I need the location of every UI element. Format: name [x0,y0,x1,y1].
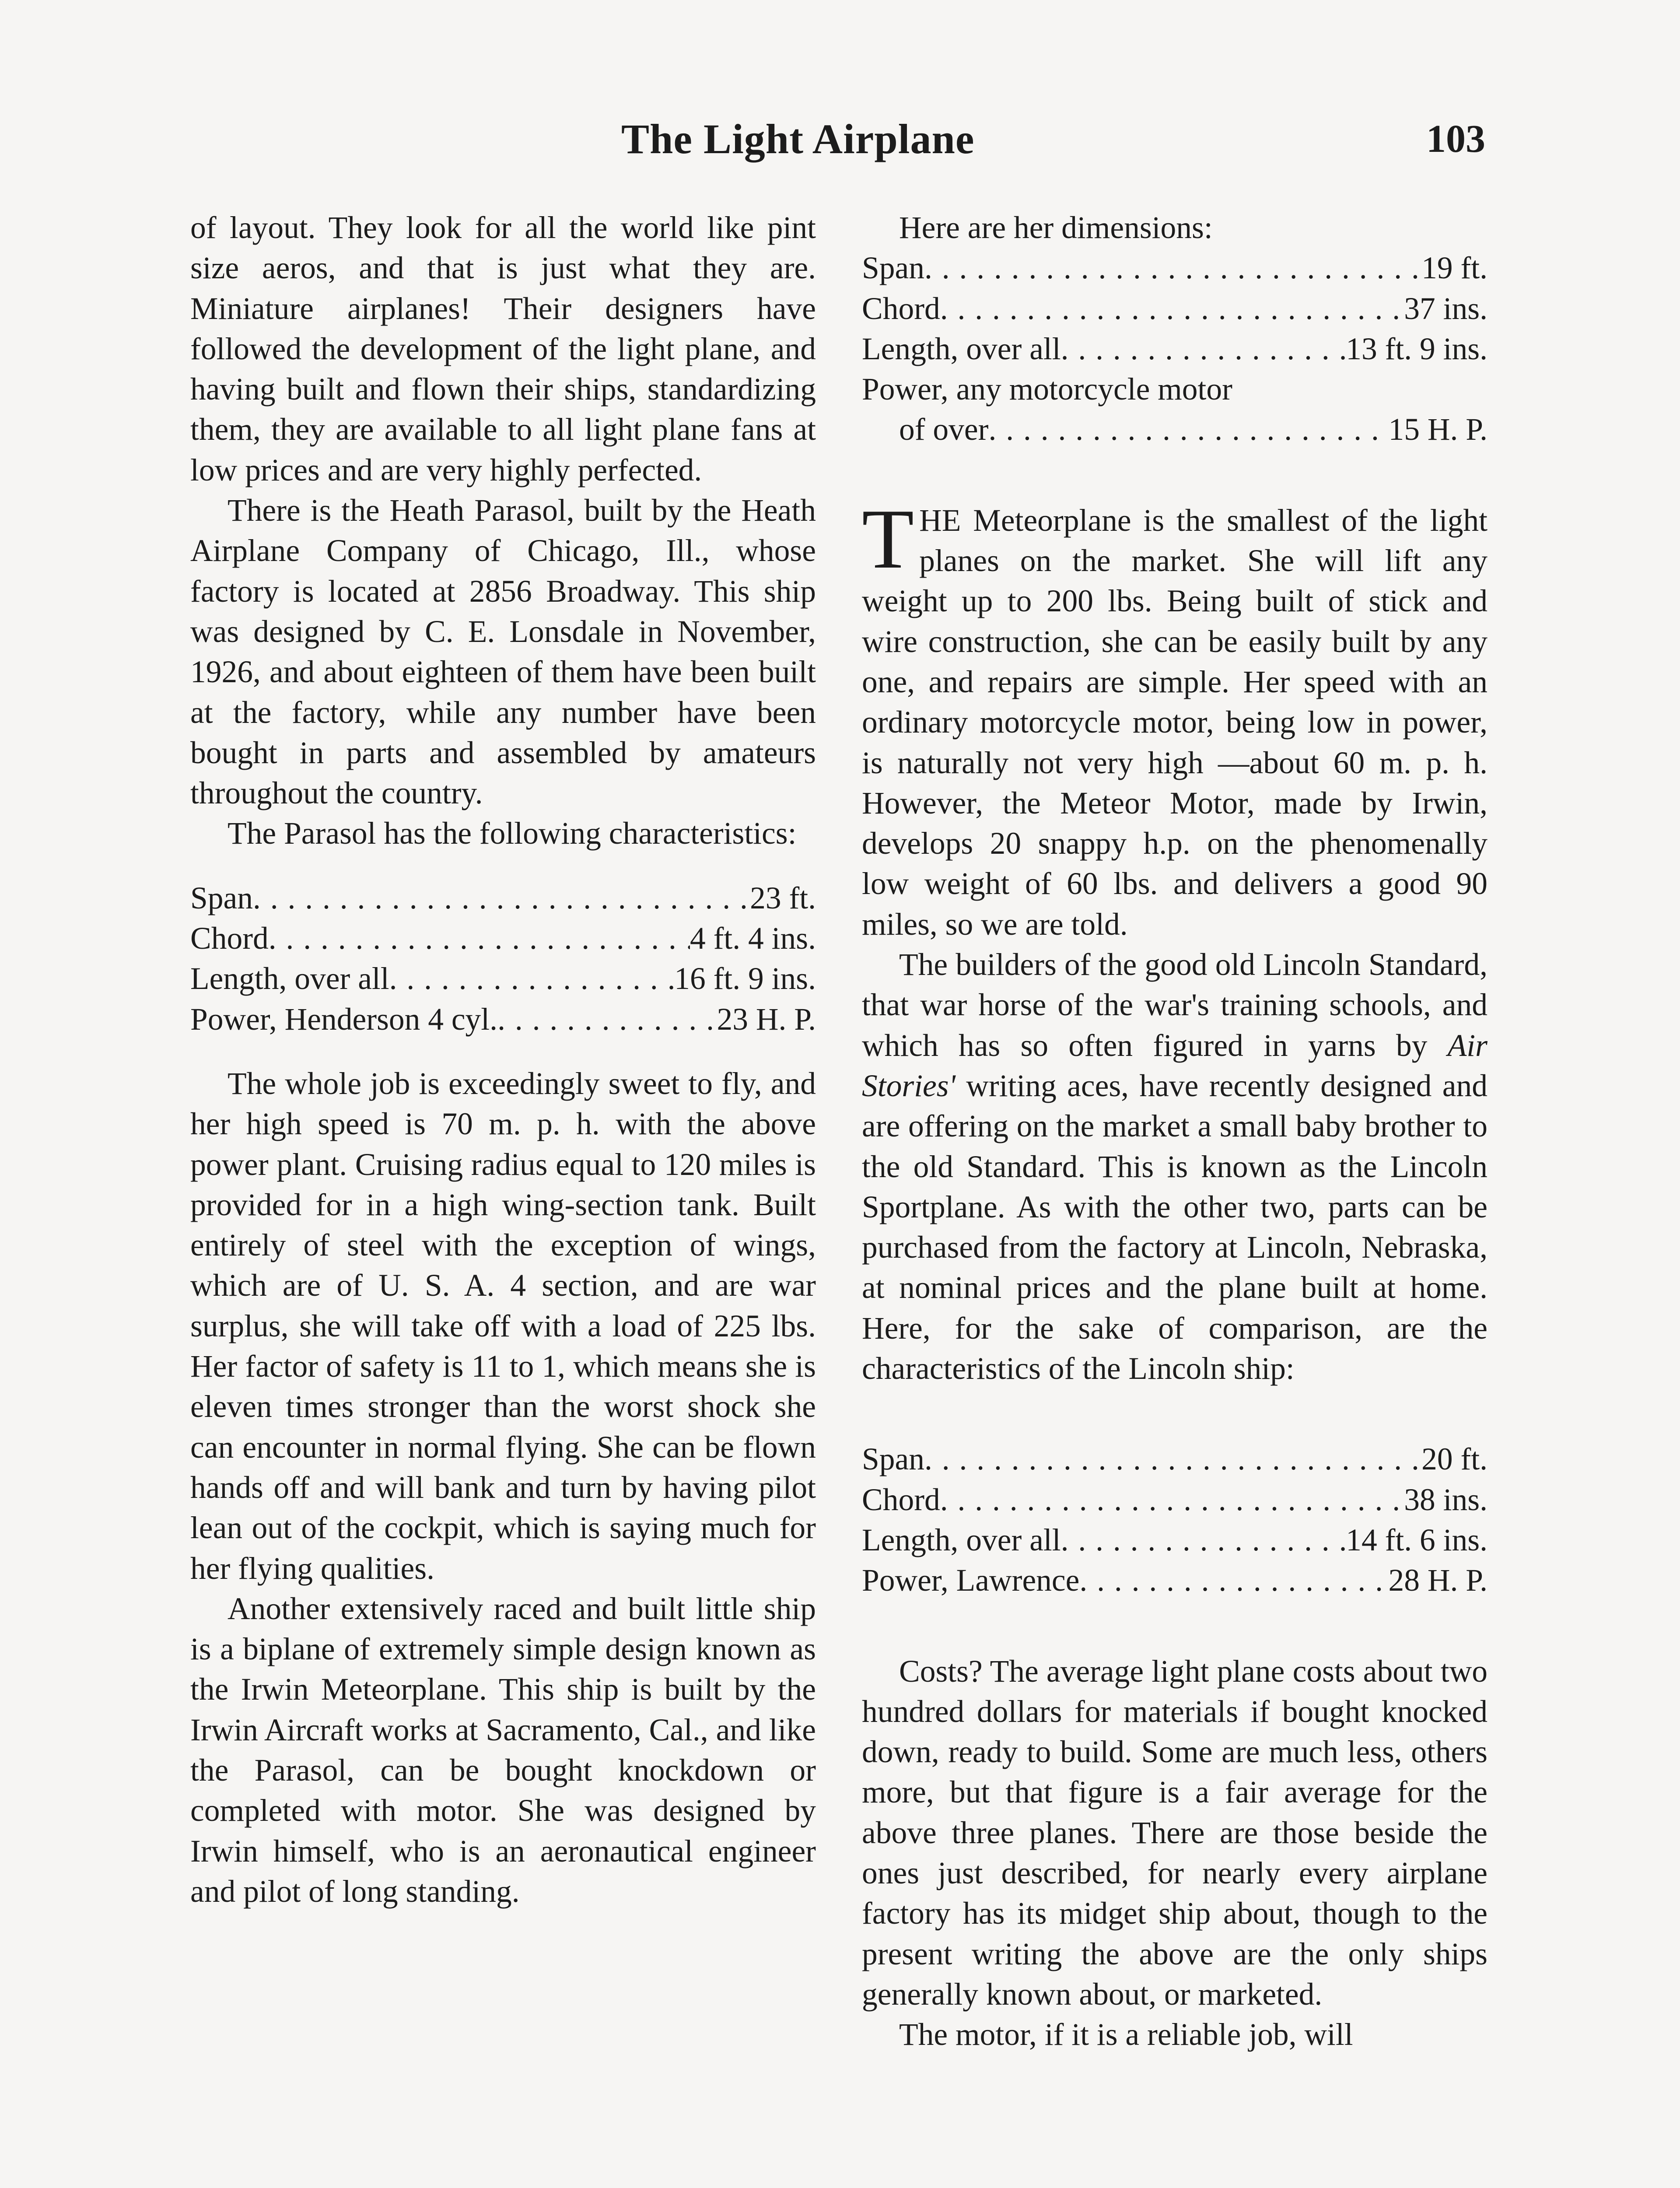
leader-dots [497,999,717,1040]
lincoln-specs-table [862,1439,1488,1601]
spec-value: 15 H. P. [1388,412,1488,447]
paragraph: of layout. They look for all the world like pint size aeros, and that is just what they are. Miniature airplanes! Their designers have followed the development of the light plane, and having built and flown their ships, standardizing them, they are available to all light plane fans at low prices and are very highly perfected. [190,210,816,487]
right-column [862,208,1488,2055]
spec-value: 38 ins. [1404,1482,1488,1517]
leader-dots [924,1439,1421,1480]
spec-row [862,1560,1488,1601]
meteorplane-specs-table [862,248,1488,450]
leader-dots [389,959,675,999]
spec-label: Chord [190,921,269,956]
left-column [190,208,816,1912]
leader-dots [1061,1520,1346,1560]
spec-row [862,1439,1488,1480]
spec-row [190,919,816,959]
leader-dots [1079,1560,1388,1601]
spec-row [190,878,816,919]
spec-value: 14 ft. 6 ins. [1346,1522,1488,1557]
leader-dots [253,878,750,919]
spec-label: Length, over all [862,331,1061,366]
spacer [190,854,816,878]
spec-label: Chord [862,291,940,326]
spec-value: 16 ft. 9 ins. [674,961,816,996]
spec-value: 13 ft. 9 ins. [1346,331,1488,366]
paragraph-text: writing aces, have recently designed and are offering on the market a small baby brother to the old Standard. This is known as the Lincoln Sportplane. As with the other two, parts can be purchased from the factory at Lincoln, Nebraska, at nominal prices and the plane built at home. Here, for the sake of comparison, are the characteristics of the Lincoln ship: [862,1068,1488,1386]
spec-label: Power, any motorcycle motor [862,372,1232,407]
spec-value: 23 H. P. [717,1002,816,1037]
page-number: 103 [1426,117,1485,161]
spec-label: Length, over all [862,1522,1061,1557]
paragraph [862,491,1488,945]
spec-row [862,410,1488,450]
paragraph: The Parasol has the following characteristics: [228,816,797,851]
spec-row [862,1480,1488,1520]
spec-value: 28 H. P. [1388,1563,1488,1598]
spacer [862,1601,1488,1652]
paragraph: Costs? The average light plane costs about two hundred dollars for materials if bought knocked down, ready to build. Some are much less, others more, but that figure is a fair average for the above three planes. There are those beside the ones just described, for nearly every airplane factory has its midget ship about, though to the present writing the above are the only ships generally known about, or marketed. [862,1654,1488,2012]
spec-row [190,959,816,999]
leader-dots [1061,329,1346,369]
magazine-title-italic: Air Stories' [862,1028,1488,1103]
spec-label: Power, Henderson 4 cyl. [190,1002,498,1037]
spec-value: 23 ft. [750,880,816,915]
spec-row [862,369,1488,410]
spec-value: 37 ins. [1404,291,1488,326]
spec-label: Span [862,1442,924,1477]
parasol-specs-table [190,878,816,1040]
paragraph: The whole job is exceedingly sweet to fly, and her high speed is 70 m. p. h. with the above power plant. Cruising radius equal to 120 miles is provided for in a high wing-section tank. Built entirely of steel with the exception of wings, which are of U. S. A. 4 section, and are war surplus, she will take off with a load of 225 lbs. Her factor of safety is 11 to 1, which means she is eleven times stronger than the worst shock she can encounter in normal flying. She can be flown hands off and will bank and turn by having pilot lean out of the cockpit, which is saying much for her flying qualities. [190,1066,816,1586]
spec-row [862,1520,1488,1560]
spec-row [862,248,1488,288]
spec-value: 4 ft. 4 ins. [690,921,816,956]
spec-label: of over [899,412,989,447]
spec-row [862,329,1488,369]
paragraph: Another extensively raced and built little ship is a biplane of extremely simple design known as the Irwin Meteorplane. This ship is built by the Irwin Aircraft works at Sacramento, Cal., and like the Parasol, can be bought knockdown or completed with motor. She was designed by Irwin himself, who is an aeronautical engineer and pilot of long standing. [190,1591,816,1909]
paragraph-text: HE Meteorplane is the smallest of the light planes on the market. She will lift any weight up to 200 lbs. Being built of stick and wire construction, she can be easily built by any one, and repairs are simple. Her speed with an ordinary motorcycle motor, being low in power, is naturally not very high —about 60 m. p. h. However, the Meteor Motor, made by Irwin, develops 20 snappy h.p. on the phenomenally low weight of 60 lbs. and delivers a good 90 miles, so we are told. [862,503,1488,942]
spec-row [190,999,816,1040]
spacer [862,1389,1488,1439]
spec-label: Span [190,880,253,915]
leader-dots [988,410,1388,450]
spec-value: 20 ft. [1421,1442,1488,1477]
spec-row [862,289,1488,329]
drop-cap: T [862,491,914,586]
spacer [190,1040,816,1064]
paragraph [862,945,1488,1389]
dimensions-intro: Here are her dimensions: [899,210,1213,245]
paragraph-text: The builders of the good old Lincoln Standard, that war horse of the war's training schools, and which has so often figured in yarns by [862,947,1488,1063]
paragraph: The motor, if it is a reliable job, will [899,2017,1353,2052]
spec-label: Length, over all [190,961,389,996]
paragraph: There is the Heath Parasol, built by the Heath Airplane Company of Chicago, Ill., whose factory is located at 2856 Broadway. This ship was designed by C. E. Lonsdale in November, 1926, and about eighteen of them have been built at the factory, while any number have been bought in parts and assembled by amateurs throughout the country. [190,493,816,811]
running-header-title: The Light Airplane [621,116,975,162]
spec-label: Span [862,251,924,286]
spec-label: Power, Lawrence [862,1563,1080,1598]
leader-dots [269,919,690,959]
leader-dots [940,1480,1404,1520]
spec-label: Chord [862,1482,940,1517]
leader-dots [940,289,1404,329]
spec-value: 19 ft. [1421,251,1488,286]
spacer [862,450,1488,501]
leader-dots [924,248,1421,288]
